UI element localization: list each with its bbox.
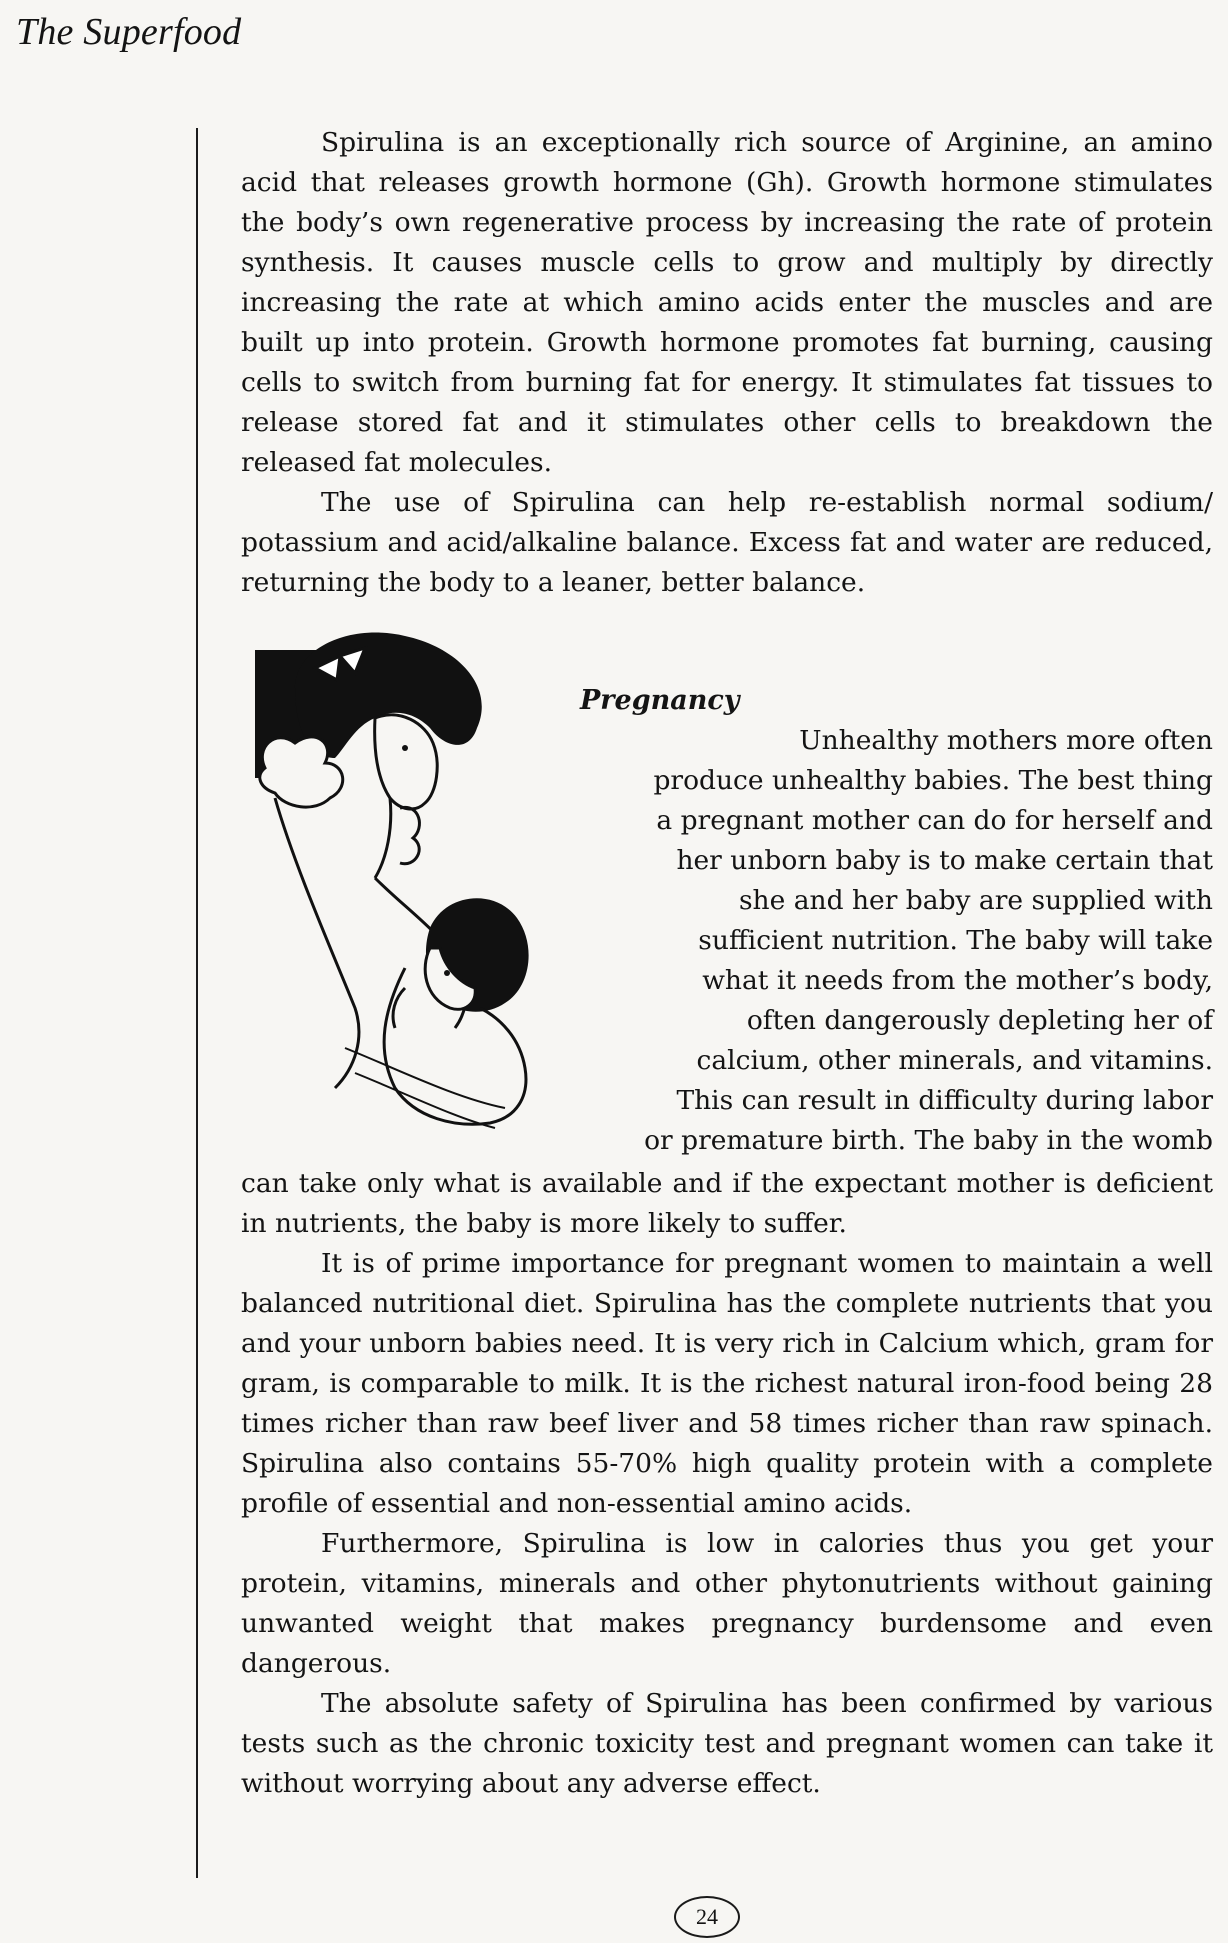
running-head: The Superfood [16,11,242,53]
page-number: 24 [674,1896,740,1938]
section-heading-pregnancy: Pregnancy [580,685,740,716]
wrapped-line: This can result in difficulty during labor [676,1085,1213,1116]
mother-face [375,715,438,809]
body-text-bottom [241,1164,1213,1804]
paragraph-calories: Furthermore, Spirulina is low in calories thus you get your protein, vitamins, minerals and other phytonutrients without gaining unwanted weight that makes pregnancy burdensome and even dangerous. [241,1528,1213,1679]
paragraph-balance: The use of Spirulina can help re-establish normal sodium/ potassium and acid/alkaline balance. Excess fat and water are reduced, returning the body to a leaner, better balance. [241,487,1213,598]
wrapped-line: she and her baby are supplied with [738,885,1213,916]
baby-eye [444,970,450,976]
paragraph-arginine: Spirulina is an exceptionally rich source of Arginine, an amino acid that releases growth hormone (Gh). Growth hormone stimulates the body’s own regenerative process by increasing the rate of protein synthesis. It causes muscle cells to grow and multiply by directly increasing the rate at which amino acids enter the muscles and are built up into protein. Growth hormone promotes fat burning, causing cells to switch from burning fat for energy. It stimulates fat tissues to release stored fat and it stimulates other cells to breakdown the released fat molecules. [241,127,1213,478]
wrapped-line: often dangerously depleting her of [746,1005,1213,1036]
wrapped-line: what it needs from the mother’s body, [702,965,1213,996]
paragraph-safety: The absolute safety of Spirulina has been confirmed by various tests such as the chronic toxicity test and pregnant women can take it without worrying about any adverse effect. [241,1688,1213,1799]
wrapped-line: her unborn baby is to make certain that [676,845,1213,876]
wrapped-line: or premature birth. The baby in the womb [644,1125,1213,1156]
wrapped-line: calcium, other minerals, and vitamins. [696,1045,1213,1076]
wrapped-line: a pregnant mother can do for herself and [656,805,1213,836]
ruffle-right [400,807,419,863]
margin-rule [196,128,198,1878]
body-text-top [241,123,1213,603]
paragraph-continuation: can take only what is available and if the expectant mother is deficient in nutrients, the baby is more likely to suffer. [241,1168,1213,1239]
wrapped-line: Unhealthy mothers more often [799,725,1213,756]
wrapped-line: produce unhealthy babies. The best thing [653,765,1213,796]
wrapped-line: sufficient nutrition. The baby will take [698,925,1213,956]
paragraph-nutrition: It is of prime importance for pregnant women to maintain a well balanced nutritional diet. Spirulina has the complete nutrients that you and your unborn babies need. It is very rich in Calcium which, gram for gram, is comparable to milk. It is the richest natural iron-food being 28 times richer than raw beef liver and 58 times richer than raw spinach. Spirulina also contains 55-70% high quality protein with a complete profile of essential and non-essential amino acids. [241,1248,1213,1519]
mother-body [275,798,359,1088]
mother-and-baby-illustration [255,628,625,1148]
mother-neck [375,798,391,878]
mother-eye [402,745,408,751]
blanket-lines [345,1048,505,1128]
